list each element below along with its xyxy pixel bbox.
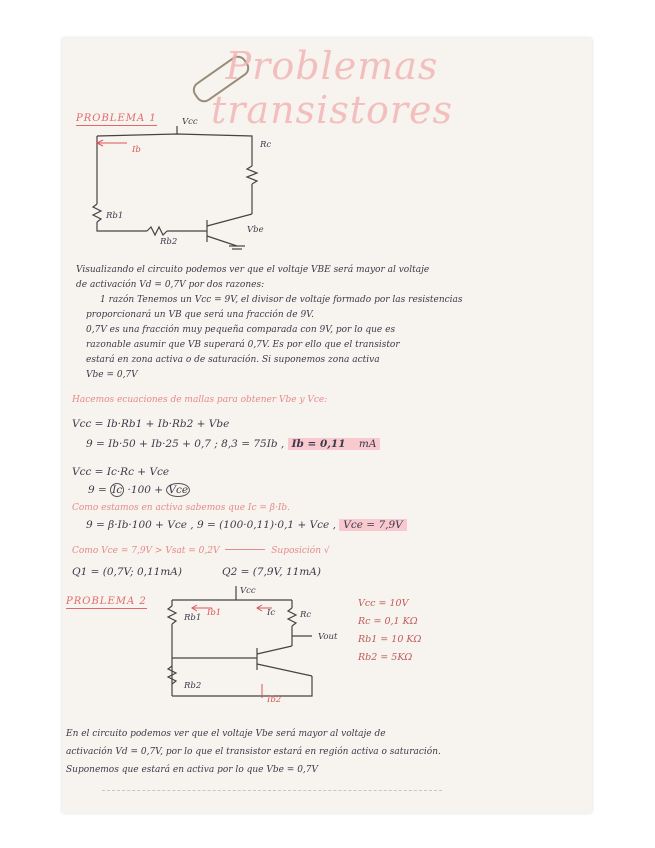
p2-line-3: Suponemos que estará en activa por lo que Vbe = 0,7V [66, 765, 318, 775]
rc-label: Rc [260, 140, 272, 150]
ib2-label: Ib2 [267, 695, 282, 705]
vce-result-highlight: Vce = 7,9V [339, 519, 406, 531]
rb2-label-2: Rb2 [184, 681, 202, 691]
p2-rc-value: Rc = 0,1 KΩ [358, 616, 418, 627]
eq-1: Vcc = Ib·Rb1 + Ib·Rb2 + Vbe [72, 418, 230, 430]
notebook-page [62, 38, 592, 813]
vbe-label: Vbe [247, 225, 264, 235]
p1-line-8: Vbe = 0,7V [86, 370, 138, 380]
vout-label: Vout [318, 632, 338, 642]
circuit-2-diagram [162, 586, 322, 721]
problem-1-heading: PROBLEMA 1 [76, 113, 157, 124]
p1-line-1: Visualizando el circuito podemos ver que el voltaje VBE será mayor al voltaje [76, 265, 430, 275]
check-text: Como Vce = 7,9V > Vsat = 0,2V Suposición √ [72, 546, 330, 556]
p2-line-2: activación Vd = 0,7V, por lo que el transistor estará en región activa o saturación. [66, 747, 441, 757]
eq-5: 9 = Ic ·100 + Vce [88, 484, 189, 496]
p1-line-3: 1 razón Tenemos un Vcc = 9V, el divisor de voltaje formado por las resistencias [100, 295, 463, 305]
ib1-label: Ib1 [207, 608, 222, 618]
ib-label: Ib [132, 145, 141, 155]
p2-rb1-value: Rb1 = 10 KΩ [358, 634, 422, 645]
rb1-label-2: Rb1 [184, 613, 202, 623]
ic-label: Ic [267, 608, 276, 618]
mallas-text: Hacemos ecuaciones de mallas para obtener Vbe y Vce: [72, 395, 328, 405]
rb2-label: Rb2 [160, 237, 178, 247]
vcc-label-2: Vcc [240, 586, 256, 596]
rc-label-2: Rc [300, 610, 312, 620]
q2-point: Q2 = (7,9V, 11mA) [222, 566, 321, 578]
p1-line-6: razonable asumir que VB superará 0,7V. Es por ello que el transistor [86, 340, 400, 350]
q1-point: Q1 = (0,7V; 0,11mA) [72, 566, 182, 578]
eq-2: 9 = Ib·50 + Ib·25 + 0,7 ; 8,3 = 75Ib , Ib = 0,11 mA [86, 438, 380, 450]
problem-2-heading: PROBLEMA 2 [66, 596, 147, 607]
activa-text: Como estamos en activa sabemos que Ic = β·Ib. [72, 503, 291, 513]
ic-circled: Ic [112, 484, 123, 496]
eq-4: Vcc = Ic·Rc + Vce [72, 466, 170, 478]
vce-circled: Vce [168, 484, 189, 496]
ib-result-highlight: Ib = 0,11 mA [288, 438, 381, 450]
p1-line-4: proporcionará un VB que será una fracción de 9V. [86, 310, 314, 320]
page-title: Problemas transistores [210, 44, 454, 132]
p1-line-7: estará en zona activa o de saturación. Si suponemos zona activa [86, 355, 380, 365]
p2-line-1: En el circuito podemos ver que el voltaje Vbe será mayor al voltaje de [66, 729, 386, 739]
bleed-through-line [102, 790, 442, 797]
p2-rb2-value: Rb2 = 5KΩ [358, 652, 413, 663]
rb1-label: Rb1 [106, 211, 124, 221]
p2-vcc-value: Vcc = 10V [358, 598, 409, 609]
p1-line-2: de activación Vd = 0,7V por dos razones: [76, 280, 265, 290]
p1-line-5: 0,7V es una fracción muy pequeña comparada con 9V, por lo que es [86, 325, 396, 335]
vcc-label: Vcc [182, 117, 198, 127]
eq-6: 9 = β·Ib·100 + Vce , 9 = (100·0,11)·0,1 + Vce , Vce = 7,9V [86, 519, 407, 531]
